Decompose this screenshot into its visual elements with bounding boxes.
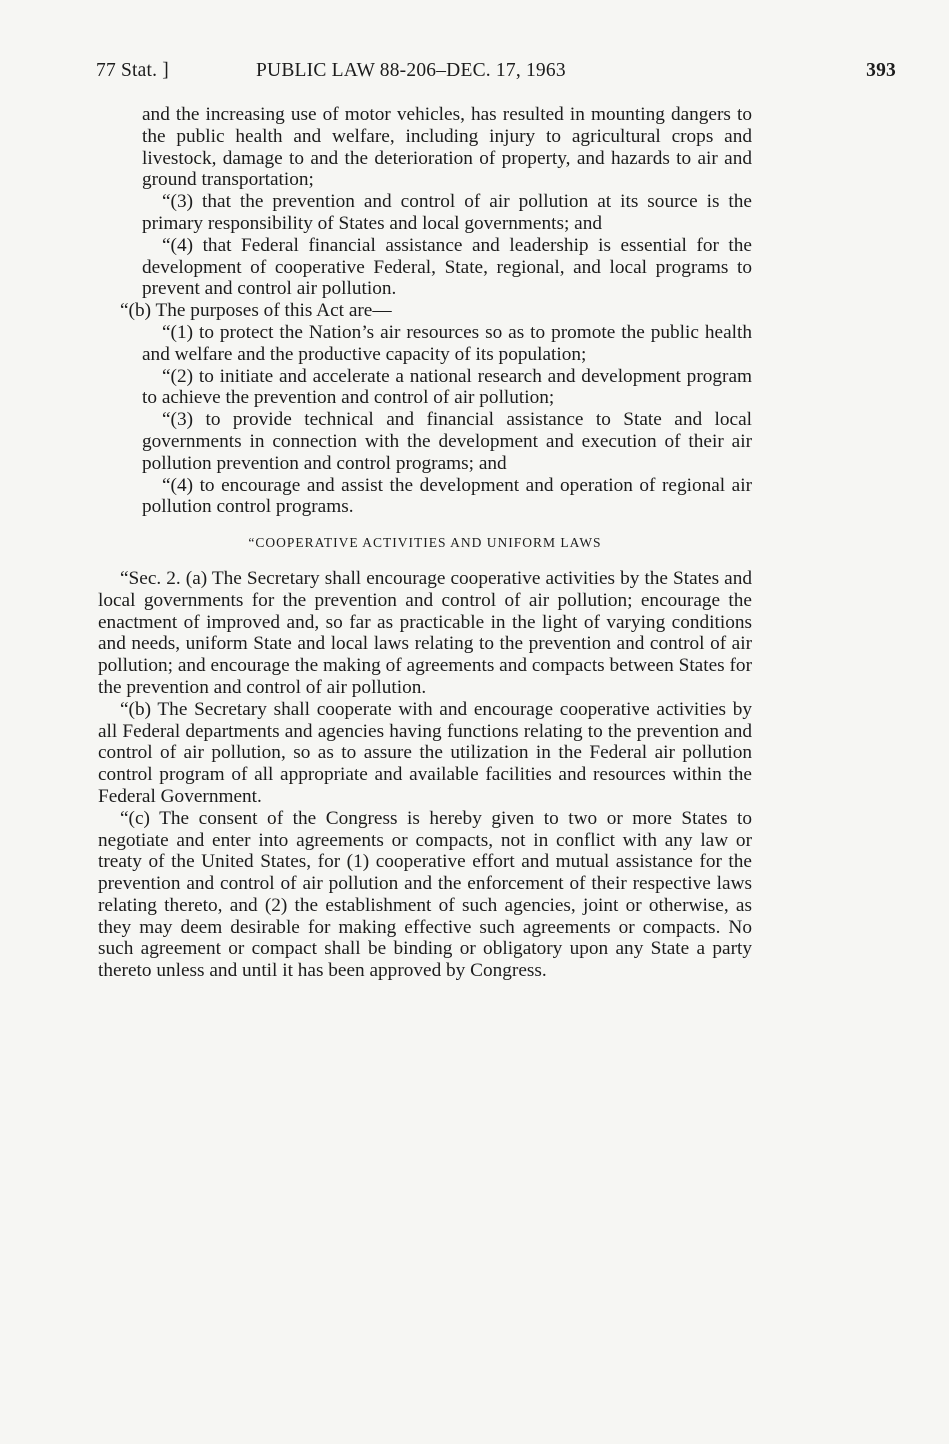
section-heading: “COOPERATIVE ACTIVITIES AND UNIFORM LAWS xyxy=(248,535,602,551)
paragraph-b4: “(4) to encourage and assist the development and operation of regional air pollution control programs. xyxy=(142,474,752,518)
page-header xyxy=(96,60,896,88)
page-number: 393 xyxy=(866,60,896,81)
paragraph-sec2b: “(b) The Secretary shall cooperate with and encourage cooperative activities by all Federal departments and agencies having functions relating to the prevention and control of air pollution, so as to assure the utilization in the Federal air pollution control program of all appropriate and available facilities and resources within the Federal Government. xyxy=(98,698,752,807)
paragraph-b: “(b) The purposes of this Act are— xyxy=(120,300,392,322)
header-title: PUBLIC LAW 88-206–DEC. 17, 1963 xyxy=(256,60,566,81)
statute-reference: 77 Stat. ] xyxy=(96,60,169,81)
paragraph-a4: “(4) that Federal financial assistance and leadership is essential for the development of cooperative Federal, State, regional, and local programs to prevent and control air pollution. xyxy=(142,234,752,300)
body-text xyxy=(98,104,752,982)
paragraph-b2: “(2) to initiate and accelerate a national research and development program to achieve the prevention and control of air pollution; xyxy=(142,365,752,409)
paragraph-b3: “(3) to provide technical and financial assistance to State and local governments in connection with the development and execution of their air pollution prevention and control programs; and xyxy=(142,409,752,474)
paragraph-sec2c: “(c) The consent of the Congress is hereby given to two or more States to negotiate and enter into agreements or compacts, not in conflict with any law or treaty of the United States, for (1) cooperative effort and mutual assistance for the prevention and control of air pollution and the enforcement of their respective laws relating thereto, and (2) the establishment of such agencies, joint or otherwise, as they may deem desirable for making effective such agreements or compacts. No such agreement or compact shall be binding or obligatory upon any State a party thereto unless and until it has been approved by Congress. xyxy=(98,807,752,982)
paragraph-intro: and the increasing use of motor vehicles, has resulted in mounting dangers to the public health and welfare, including injury to agricultural crops and livestock, damage to and the deterioration of property, and hazards to air and ground transportation; xyxy=(142,104,752,191)
paragraph-sec2a: “Sec. 2. (a) The Secretary shall encourage cooperative activities by the States and local governments for the prevention and control of air pollution; encourage the enactment of improved and, so far as practicable in the light of varying conditions and needs, uniform State and local laws relating to the prevention and control of air pollution; and encourage the making of agreements and compacts between States for the prevention and control of air pollution. xyxy=(98,567,752,698)
paragraph-a3: “(3) that the prevention and control of air pollution at its source is the primary responsibility of States and local governments; and xyxy=(142,191,752,234)
paragraph-b1: “(1) to protect the Nation’s air resources so as to promote the public health and welfare and the productive capacity of its population; xyxy=(142,321,752,365)
